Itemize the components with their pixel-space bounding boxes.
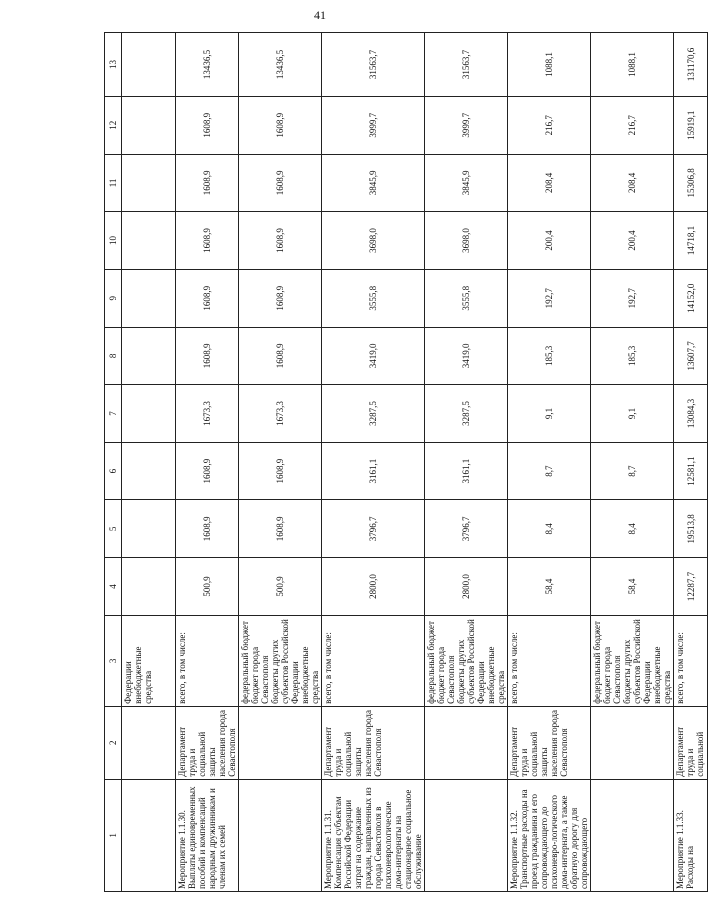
value-cell: 58,4 [591, 558, 674, 616]
cell-c3: Федерации внебюджетные средства [122, 615, 176, 706]
value-cell: 1608,9 [176, 212, 239, 270]
cell-c1: Мероприятие 1.1.30. Выплаты единовременных пособий и компенсаций народным дружинникам и членам их семей [176, 779, 239, 891]
value-cell: 1608,9 [239, 212, 322, 270]
value-cell: 1088,1 [591, 33, 674, 97]
budget-table [104, 32, 708, 892]
value-cell: 13436,5 [176, 33, 239, 97]
value-cell: 9,1 [591, 385, 674, 443]
cell-c3: всего, в том числе: [508, 615, 591, 706]
cell-c3: всего, в том числе: [674, 615, 708, 706]
value-cell: 1608,9 [239, 327, 322, 385]
value-cell: 200,4 [591, 212, 674, 270]
value-cell: 1608,9 [176, 96, 239, 154]
value-cell: 13084,3 [674, 385, 708, 443]
value-cell: 3845,9 [322, 154, 425, 212]
cell-c2: Департамент труда и социальной [674, 706, 708, 779]
value-cell: 8,4 [508, 500, 591, 558]
cell-c2: Департамент труда и социальной защиты населения города Севастополя [322, 706, 425, 779]
value-cell: 3999,7 [322, 96, 425, 154]
column-header: 12 [105, 96, 122, 154]
value-cell: 208,4 [508, 154, 591, 212]
value-cell: 185,3 [591, 327, 674, 385]
column-header: 4 [105, 558, 122, 616]
cell-c3: федеральный бюджет бюджет города Севастополя бюджеты других субъектов Российской Федерации внебюджетные средства [591, 615, 674, 706]
value-cell: 12287,7 [674, 558, 708, 616]
cell-c2: Департамент труда и социальной защиты населения города Севастополя [176, 706, 239, 779]
value-cell: 500,9 [176, 558, 239, 616]
value-cell: 1088,1 [508, 33, 591, 97]
value-cell: 12581,1 [674, 442, 708, 500]
column-header: 1 [105, 779, 122, 891]
rotated-table-container [104, 32, 705, 892]
value-cell: 1608,9 [239, 442, 322, 500]
value-cell: 185,3 [508, 327, 591, 385]
value-cell: 8,4 [591, 500, 674, 558]
page-number: 41 [314, 8, 326, 22]
value-cell: 3419,0 [322, 327, 425, 385]
value-cell: 2800,0 [322, 558, 425, 616]
table-row [425, 33, 508, 892]
value-cell: 208,4 [591, 154, 674, 212]
table-row [591, 33, 674, 892]
column-header: 9 [105, 269, 122, 327]
table-row [122, 33, 176, 892]
cell-c1: Мероприятие 1.1.31. Компенсация субъектам Российской Федерации затрат на содержание граждан, направленных из города Севастополя в психоневрологические дома-интернаты на стационарное социальное обслуживание [322, 779, 425, 891]
cell-c3: федеральный бюджет бюджет города Севастополя бюджеты других субъектов Российской Федерации внебюджетные средства [239, 615, 322, 706]
column-header: 5 [105, 500, 122, 558]
value-cell: 31563,7 [425, 33, 508, 97]
value-cell: 1608,9 [239, 269, 322, 327]
column-header: 6 [105, 442, 122, 500]
cell-c3: федеральный бюджет бюджет города Севастополя бюджеты других субъектов Российской Федерации внебюджетные средства [425, 615, 508, 706]
value-cell: 1608,9 [176, 327, 239, 385]
cell-c2 [591, 706, 674, 779]
column-header: 11 [105, 154, 122, 212]
value-cell: 216,7 [508, 96, 591, 154]
cell-c1: Мероприятие 1.1.33. Расходы на [674, 779, 708, 891]
cell-c2 [239, 706, 322, 779]
value-cell: 3287,5 [322, 385, 425, 443]
value-cell [122, 212, 176, 270]
column-header: 10 [105, 212, 122, 270]
table-row [508, 33, 591, 892]
value-cell: 3698,0 [322, 212, 425, 270]
value-cell: 14152,0 [674, 269, 708, 327]
cell-c2 [425, 706, 508, 779]
value-cell: 1608,9 [176, 442, 239, 500]
value-cell: 192,7 [508, 269, 591, 327]
value-cell: 216,7 [591, 96, 674, 154]
cell-c2 [122, 706, 176, 779]
value-cell [122, 154, 176, 212]
value-cell [122, 500, 176, 558]
cell-c1: Мероприятие 1.1.32. Транспортные расходы на проезд гражданина и его сопровождающего до психоневро-логического дома-интерната, а также обратную дорогу для сопровождающего [508, 779, 591, 891]
column-header: 8 [105, 327, 122, 385]
value-cell: 13436,5 [239, 33, 322, 97]
value-cell: 3555,8 [425, 269, 508, 327]
column-header: 3 [105, 615, 122, 706]
cell-c3: всего, в том числе: [322, 615, 425, 706]
cell-c1 [591, 779, 674, 891]
value-cell: 1608,9 [239, 96, 322, 154]
value-cell: 1608,9 [176, 269, 239, 327]
value-cell: 3999,7 [425, 96, 508, 154]
table-row [239, 33, 322, 892]
column-header: 2 [105, 706, 122, 779]
value-cell: 3287,5 [425, 385, 508, 443]
value-cell: 192,7 [591, 269, 674, 327]
value-cell: 131170,6 [674, 33, 708, 97]
value-cell: 200,4 [508, 212, 591, 270]
table-row [176, 33, 239, 892]
value-cell [122, 33, 176, 97]
value-cell: 3419,0 [425, 327, 508, 385]
cell-c1 [122, 779, 176, 891]
table-row [674, 33, 708, 892]
value-cell: 3161,1 [322, 442, 425, 500]
cell-c2: Департамент труда и социальной защиты населения города Севастополя [508, 706, 591, 779]
value-cell: 1608,9 [176, 154, 239, 212]
value-cell: 14718,1 [674, 212, 708, 270]
cell-c1 [425, 779, 508, 891]
value-cell: 3796,7 [425, 500, 508, 558]
value-cell: 15306,8 [674, 154, 708, 212]
value-cell: 1673,3 [176, 385, 239, 443]
value-cell [122, 269, 176, 327]
table-row [322, 33, 425, 892]
value-cell: 9,1 [508, 385, 591, 443]
value-cell: 8,7 [591, 442, 674, 500]
header-row [105, 33, 122, 892]
value-cell: 3161,1 [425, 442, 508, 500]
value-cell: 3555,8 [322, 269, 425, 327]
value-cell: 1608,9 [176, 500, 239, 558]
value-cell: 19513,8 [674, 500, 708, 558]
column-header: 13 [105, 33, 122, 97]
value-cell: 1673,3 [239, 385, 322, 443]
value-cell: 3796,7 [322, 500, 425, 558]
value-cell: 3698,0 [425, 212, 508, 270]
value-cell: 500,9 [239, 558, 322, 616]
value-cell [122, 385, 176, 443]
cell-c3: всего, в том числе: [176, 615, 239, 706]
value-cell [122, 96, 176, 154]
value-cell: 1608,9 [239, 500, 322, 558]
value-cell [122, 327, 176, 385]
value-cell: 1608,9 [239, 154, 322, 212]
column-header: 7 [105, 385, 122, 443]
cell-c1 [239, 779, 322, 891]
value-cell: 8,7 [508, 442, 591, 500]
value-cell [122, 558, 176, 616]
value-cell: 2800,0 [425, 558, 508, 616]
value-cell: 3845,9 [425, 154, 508, 212]
value-cell: 13607,7 [674, 327, 708, 385]
value-cell: 15919,1 [674, 96, 708, 154]
value-cell: 31563,7 [322, 33, 425, 97]
value-cell: 58,4 [508, 558, 591, 616]
value-cell [122, 442, 176, 500]
